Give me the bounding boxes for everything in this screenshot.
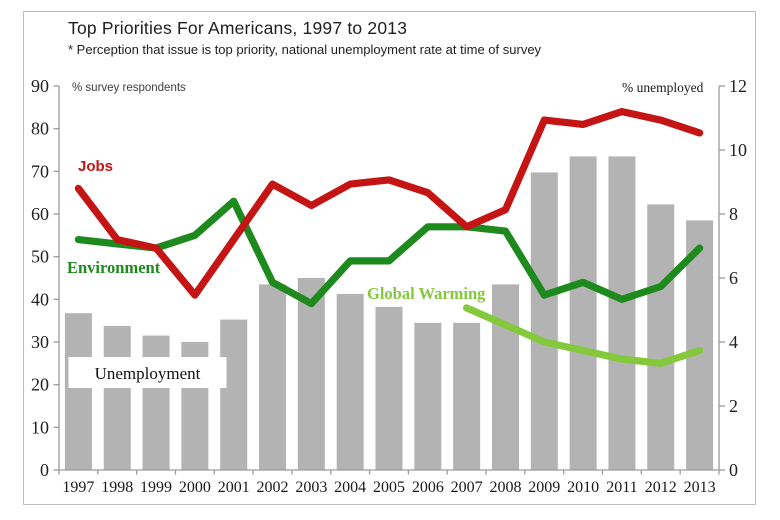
unemployment-bar bbox=[608, 156, 635, 470]
jobs-line bbox=[78, 112, 699, 296]
x-axis-year-label: 2000 bbox=[178, 479, 211, 496]
x-axis-year-label: 2008 bbox=[489, 479, 522, 496]
chart-title: Top Priorities For Americans, 1997 to 2013 bbox=[68, 18, 408, 38]
x-axis-year-label: 1998 bbox=[101, 479, 134, 496]
left-axis-tick-label: 60 bbox=[31, 204, 49, 224]
left-axis-tick-label: 30 bbox=[31, 332, 49, 352]
x-axis-year-label: 2001 bbox=[217, 479, 250, 496]
x-axis-year-label: 2005 bbox=[373, 479, 405, 496]
global-warming-series-label: Global Warming bbox=[367, 284, 486, 303]
right-axis-tick-label: 10 bbox=[729, 140, 747, 160]
unemployment-bar bbox=[65, 313, 92, 470]
x-axis-year-label: 2010 bbox=[567, 479, 600, 496]
x-axis-year-label: 1999 bbox=[140, 479, 173, 496]
left-axis-caption: % survey respondents bbox=[72, 82, 186, 94]
right-axis-tick-label: 2 bbox=[729, 396, 738, 416]
left-axis-tick-label: 20 bbox=[31, 374, 49, 395]
jobs-series-label: Jobs bbox=[78, 158, 114, 175]
left-axis-tick-label: 40 bbox=[31, 289, 49, 310]
environment-series-label: Environment bbox=[67, 258, 161, 277]
unemployment-bar bbox=[376, 307, 403, 470]
x-axis-year-label: 1997 bbox=[62, 479, 95, 496]
left-axis-tick-label: 70 bbox=[31, 161, 49, 182]
x-axis-year-label: 2009 bbox=[528, 479, 561, 496]
x-axis-year-label: 2012 bbox=[644, 479, 677, 496]
right-axis-tick-label: 8 bbox=[729, 204, 738, 224]
unemployment-bar bbox=[570, 156, 597, 470]
unemployment-bar bbox=[143, 336, 170, 470]
x-axis-year-label: 2011 bbox=[606, 479, 638, 496]
chart-subtitle: * Perception that issue is top priority, national unemployment rate at time of survey bbox=[68, 42, 542, 57]
right-axis-tick-label: 0 bbox=[729, 460, 738, 480]
x-axis-year-label: 2006 bbox=[411, 479, 444, 496]
right-axis-tick-label: 4 bbox=[729, 332, 738, 352]
unemployment-bar bbox=[414, 323, 441, 470]
x-axis-year-label: 2013 bbox=[683, 479, 716, 496]
unemployment-bar bbox=[453, 323, 480, 470]
right-axis-tick-label: 6 bbox=[729, 268, 738, 288]
unemployment-bar bbox=[220, 320, 247, 470]
unemployment-series-label: Unemployment bbox=[94, 364, 201, 383]
left-axis-tick-label: 50 bbox=[31, 246, 49, 267]
unemployment-bar bbox=[492, 284, 519, 470]
x-axis-year-label: 2007 bbox=[450, 479, 483, 496]
unemployment-bar bbox=[259, 284, 286, 470]
x-axis-year-label: 2002 bbox=[256, 479, 289, 496]
x-axis-year-label: 2004 bbox=[334, 479, 367, 496]
unemployment-bar bbox=[104, 326, 131, 470]
left-axis-tick-label: 0 bbox=[40, 460, 49, 480]
unemployment-bar bbox=[647, 204, 674, 470]
left-axis-tick-label: 80 bbox=[31, 118, 49, 139]
x-axis-year-label: 2003 bbox=[295, 479, 328, 496]
right-axis-tick-label: 12 bbox=[729, 76, 747, 96]
left-axis-tick-label: 10 bbox=[31, 417, 49, 438]
left-axis-tick-label: 90 bbox=[31, 76, 49, 96]
right-axis-caption: % unemployed bbox=[622, 80, 704, 95]
unemployment-bar bbox=[337, 294, 364, 470]
unemployment-bar bbox=[531, 172, 558, 470]
